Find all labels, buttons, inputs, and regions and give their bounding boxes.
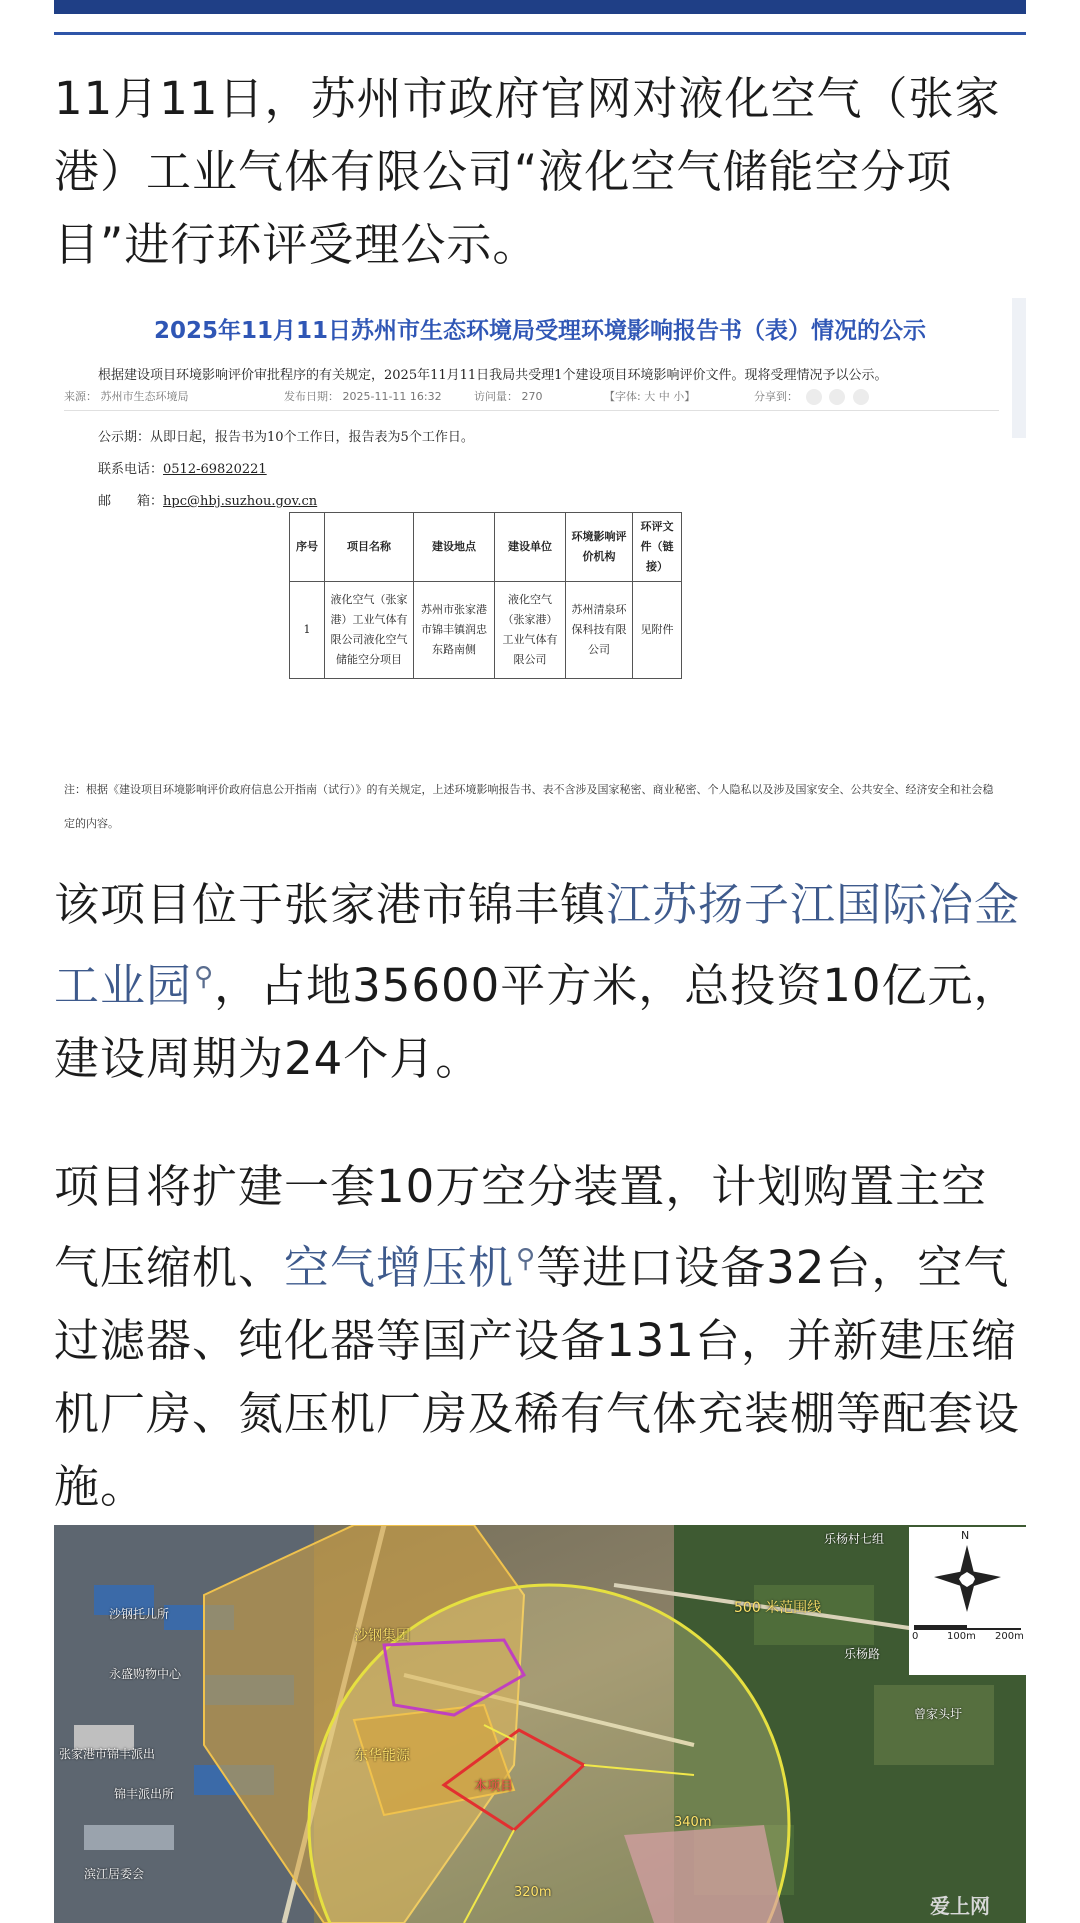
search-icon[interactable]: ⚲ <box>194 962 215 992</box>
article-paragraph-1: 11月11日，苏州市政府官网对液化空气（张家港）工业气体有限公司“液化空气储能空分项目”进行环评受理公示。 <box>54 72 1001 271</box>
article-paragraph-2 <box>54 868 1026 1095</box>
table-header-cell: 环境影响评价机构 <box>566 513 633 582</box>
paragraph-3-text: 项目将扩建一套10万空分装置，计划购置主空气压缩机、 <box>54 1160 988 1294</box>
notice-table <box>289 512 682 679</box>
notice-title: 2025年11月11日苏州市生态环境局受理环境影响报告书（表）情况的公示 <box>153 318 927 344</box>
satellite-map-image[interactable] <box>54 1525 1026 1923</box>
notice-date: 发布日期： 2025-11-11 16:32 <box>284 390 442 403</box>
paragraph-3-text-rest: 等进口设备32台，空气过滤器、纯化器等国产设备131台，并新建压缩机厂房、氮压机厂房及稀有气体充装棚等配套设施。 <box>54 1241 1021 1513</box>
notice-screenshot <box>54 298 1026 858</box>
map-label: 锦丰派出所 <box>114 1787 175 1801</box>
site-watermark: 爱上网 <box>930 1894 990 1918</box>
table-cell: 液化空气（张家港）工业气体有限公司 <box>495 582 566 679</box>
north-label: N <box>961 1529 970 1542</box>
map-graphic <box>54 1525 1026 1923</box>
map-label: 500 米范围线 <box>734 1600 822 1616</box>
notice-divider <box>64 410 999 411</box>
notice-phone[interactable]: 0512-69820221 <box>163 462 267 477</box>
notice-source: 来源： 苏州市生态环境局 <box>64 390 189 403</box>
north-arrow-icon <box>909 1527 1026 1675</box>
notice-body: 根据建设项目环境影响评价审批程序的有关规定，2025年11月11日我局共受理1个建设项目环境影响评价文件。现将受理情况予以公示。 <box>98 368 888 383</box>
map-label: 永盛购物中心 <box>109 1667 182 1681</box>
header-divider <box>54 32 1026 35</box>
compass-scale-legend <box>909 1527 1026 1675</box>
map-label: 乐杨村七组 <box>824 1532 885 1546</box>
scale-label: 0 <box>912 1631 919 1642</box>
map-label: 张家港市锦丰派出 <box>59 1747 156 1761</box>
table-header-cell: 项目名称 <box>325 513 414 582</box>
notice-views: 访问量： 270 <box>474 390 543 403</box>
notice-period: 公示期：从即日起，报告书为10个工作日，报告表为5个工作日。 <box>98 430 474 445</box>
air-booster-link[interactable]: 空气增压机 <box>284 1241 515 1294</box>
notice-share-label: 分享到： <box>754 390 798 403</box>
scale-label: 100m <box>947 1631 976 1642</box>
table-header-cell: 建设地点 <box>414 513 495 582</box>
notice-email-label: 邮 箱： <box>98 494 164 509</box>
header-image-strip <box>54 0 1026 14</box>
notice-phone-label: 联系电话： <box>98 462 164 477</box>
table-header-cell: 序号 <box>290 513 325 582</box>
map-label: 320m <box>514 1885 552 1900</box>
notice-footnote: 注：根据《建设项目环境影响评价政府信息公开指南（试行）》的有关规定，上述环境影响报告书、表不含涉及国家秘密、商业秘密、个人隐私以及涉及国家安全、公共安全、经济安全和社会稳定的内容。 <box>64 783 994 830</box>
search-icon[interactable]: ⚲ <box>516 1244 537 1274</box>
map-label: 本项目 <box>474 1779 514 1794</box>
map-label: 乐杨路 <box>844 1647 881 1661</box>
industrial-park-link[interactable]: 江苏扬子江国际冶金工业园 <box>54 878 1021 1012</box>
table-cell-attachment[interactable]: 见附件 <box>633 582 682 679</box>
map-label: 沙钢托儿所 <box>109 1607 170 1621</box>
map-label: 滨江居委会 <box>84 1867 145 1881</box>
map-label: 340m <box>674 1815 712 1830</box>
table-cell: 苏州清泉环保科技有限公司 <box>566 582 633 679</box>
map-label: 东华能源 <box>354 1748 410 1764</box>
notice-font-size[interactable]: 【字体: 大 中 小】 <box>604 390 696 403</box>
article-paragraph-3 <box>54 1150 1026 1523</box>
table-cell: 液化空气（张家港）工业气体有限公司液化空气储能空分项目 <box>325 582 414 679</box>
table-cell: 苏州市张家港市锦丰镇润忠东路南侧 <box>414 582 495 679</box>
table-header-row <box>290 513 682 582</box>
scale-label: 200m <box>995 1631 1024 1642</box>
map-label: 曾家头圩 <box>914 1707 963 1721</box>
table-header-cell: 环评文件（链接） <box>633 513 682 582</box>
table-row <box>290 582 682 679</box>
table-header-cell: 建设单位 <box>495 513 566 582</box>
notice-email[interactable]: hpc@hbj.suzhou.gov.cn <box>163 494 318 509</box>
table-cell: 1 <box>290 582 325 679</box>
paragraph-2-text: 该项目位于张家港市锦丰镇 <box>54 878 607 931</box>
paragraph-2-text-rest: ，占地35600平方米，总投资10亿元，建设周期为24个月。 <box>54 959 1020 1085</box>
map-label: 沙钢集团 <box>354 1628 410 1644</box>
